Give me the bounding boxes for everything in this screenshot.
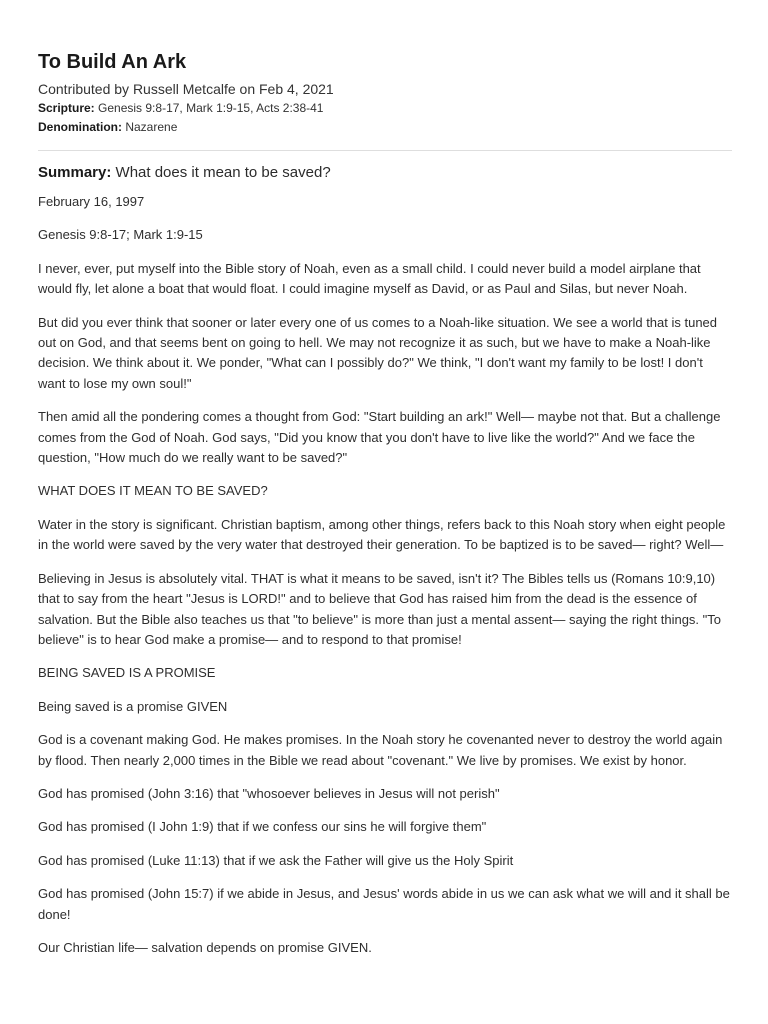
summary-label: Summary:	[38, 164, 112, 181]
paragraph: Believing in Jesus is absolutely vital. THAT is what it means to be saved, isn't it? The Bibles tells us (Romans 10:9,10) that to say from the heart "Jesus is LORD!" and to believe that God has raised him from the dead is the essence of salvation. But the Bible also teaches us that "to believe" is more than just a mental assent— saying the right things. "To believe" is to hear God make a promise— and to respond to that promise!	[38, 570, 721, 647]
paragraph: God has promised (John 15:7) if we abide in Jesus, and Jesus' words abide in us we can ask what we will and it shall be done!	[38, 886, 730, 922]
paragraph: Then amid all the pondering comes a thought from God: "Start building an ark!" Well— maybe not that. But a challenge comes from the God of Noah. God says, "Did you know that you don't have to live like the world?" And we face the question, "How much do we really want to be saved?"	[38, 409, 721, 466]
denomination-line	[38, 118, 730, 137]
paragraph: God has promised (Luke 11:13) that if we ask the Father will give us the Holy Spirit	[38, 852, 514, 868]
paragraph: I never, ever, put myself into the Bible story of Noah, even as a small child. I could never build a model airplane that would fly, let alone a boat that would float. I could imagine myself as David, or as Paul and Silas, but never Noah.	[38, 260, 701, 297]
paragraph: But did you ever think that sooner or later every one of us comes to a Noah-like situation. We see a world that is tuned out on God, and that seems bent on going to hell. We may not recognize it as such, but we have to make a Noah-like decision. We think about it. We ponder, "What can I possibly do?" We think, "I don't want my family to be lost! I don't want to lose my own soul!"	[38, 314, 718, 391]
sermon-body	[38, 192, 730, 958]
paragraph: Genesis 9:8-17; Mark 1:9-15	[38, 227, 203, 243]
summary-text: What does it mean to be saved?	[115, 164, 331, 181]
denomination-value: Nazarene	[125, 120, 178, 134]
paragraph: God has promised (I John 1:9) that if we confess our sins he will forgive them"	[38, 819, 487, 835]
scripture-value: Genesis 9:8-17, Mark 1:9-15, Acts 2:38-41	[98, 101, 324, 115]
scripture-label: Scripture:	[38, 101, 95, 115]
denomination-label: Denomination:	[38, 120, 122, 134]
paragraph: February 16, 1997	[38, 194, 145, 209]
header-divider	[38, 150, 732, 151]
summary	[38, 163, 730, 183]
sermon-header	[38, 0, 730, 137]
paragraph: God has promised (John 3:16) that "whosoever believes in Jesus will not perish"	[38, 785, 500, 801]
contributed-line: Contributed by Russell Metcalfe on Feb 4, 2021	[38, 81, 334, 97]
section-heading: BEING SAVED IS A PROMISE	[38, 665, 216, 681]
section-heading: WHAT DOES IT MEAN TO BE SAVED?	[38, 483, 268, 499]
page-title: To Build An Ark	[38, 51, 187, 73]
scripture-line	[38, 99, 730, 118]
paragraph: Water in the story is significant. Christian baptism, among other things, refers back to this Noah story when eight people in the world were saved by the very water that destroyed their generation. To be baptized is to be saved— right? Well—	[38, 516, 726, 553]
paragraph: Being saved is a promise GIVEN	[38, 698, 228, 714]
paragraph: God is a covenant making God. He makes promises. In the Noah story he covenanted never to destroy the world again by flood. Then nearly 2,000 times in the Bible we read about "covenant." We live by promises. We exist by honor.	[38, 732, 723, 768]
paragraph: Our Christian life— salvation depends on promise GIVEN.	[38, 939, 372, 955]
